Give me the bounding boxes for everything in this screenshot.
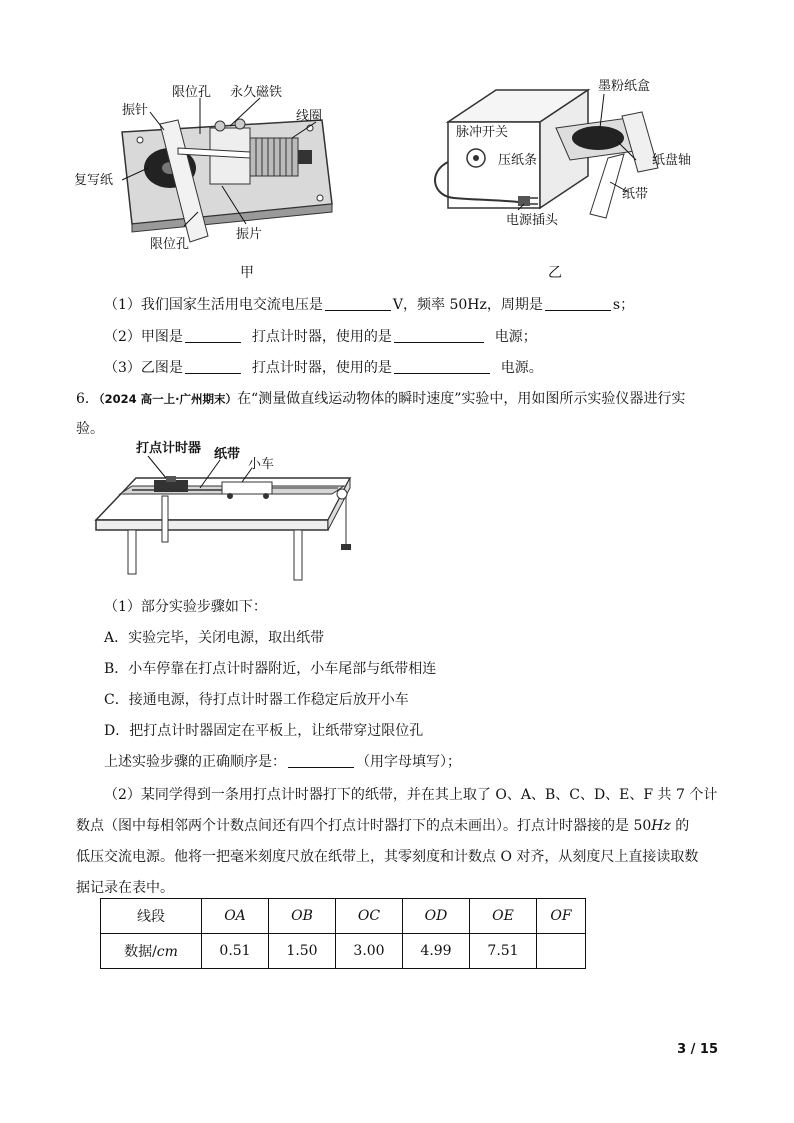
table-cell: 0.51 xyxy=(202,934,269,969)
label-xianquan: 线圈 xyxy=(296,109,323,124)
page-number: 3 / 15 xyxy=(677,1042,718,1057)
q6-source: （2024 高一上·广州期末） xyxy=(98,392,238,406)
q5-part2: （2）甲图是 打点计时器，使用的是 电源； xyxy=(104,329,537,345)
label-zhenzhen: 振针 xyxy=(122,103,149,118)
q6-step-b: B．小车停靠在打点计时器附近，小车尾部与纸带相连 xyxy=(104,661,437,677)
figure-yi-caption: 乙 xyxy=(548,265,562,281)
ink-disk xyxy=(572,126,624,150)
table-cell: 4.99 xyxy=(403,934,470,969)
table-cell: 3.00 xyxy=(336,934,403,969)
measurement-table xyxy=(100,898,586,969)
table-header-cell: OD xyxy=(403,899,470,934)
figure-q6-apparatus xyxy=(92,436,362,584)
q6-step-a: A．实验完毕，关闭电源，取出纸带 xyxy=(104,630,325,646)
label-zhenpian: 振片 xyxy=(236,227,263,242)
label-dadian-jishiqi: 打点计时器 xyxy=(136,441,202,456)
answer-blank-order[interactable] xyxy=(288,753,354,768)
q5-part3: （3）乙图是 打点计时器，使用的是 电源。 xyxy=(104,360,543,376)
label-xianweikong-top: 限位孔 xyxy=(172,85,212,100)
q6-number: 6． xyxy=(76,391,99,407)
table-header-cell: OC xyxy=(336,899,403,934)
label-fuxiezhi: 复写纸 xyxy=(74,173,114,188)
q6-step-c: C．接通电源，待打点计时器工作稳定后放开小车 xyxy=(104,692,409,708)
label-yongjiu-citie: 永久磁铁 xyxy=(230,85,283,100)
label-yazhitiao: 压纸条 xyxy=(498,153,538,168)
answer-blank-jia-type[interactable] xyxy=(185,328,241,343)
table-header-cell: 线段 xyxy=(101,899,202,934)
q6-part2-line2: 数点（图中每相邻两个计数点间还有四个打点计时器打下的点未画出）。打点计时器接的是 50Hz 的 xyxy=(76,818,690,834)
answer-blank-voltage[interactable] xyxy=(325,296,391,311)
cart xyxy=(222,482,272,494)
table-cell: 7.51 xyxy=(470,934,537,969)
q6-step-d: D．把打点计时器固定在平板上，让纸带穿过限位孔 xyxy=(104,723,424,739)
label-maichong-kaiguan: 脉冲开关 xyxy=(456,125,509,140)
label-zhidai-q6: 纸带 xyxy=(214,447,241,462)
q6-part1-title: （1）部分实验步骤如下： xyxy=(104,599,267,615)
figure-yi xyxy=(428,72,718,232)
answer-blank-period[interactable] xyxy=(545,296,611,311)
label-dianyuan-chatou: 电源插头 xyxy=(506,213,559,228)
table-header-cell: OB xyxy=(269,899,336,934)
table-header-cell: OA xyxy=(202,899,269,934)
label-zhipanzhou: 纸盘轴 xyxy=(652,153,692,168)
q6-stem: 6．（2024 高一上·广州期末）在“测量做直线运动物体的瞬时速度”实验中，用如图所示实验仪器进行实 xyxy=(76,391,686,407)
figure-jia-caption: 甲 xyxy=(240,265,254,281)
q6-order-question: 上述实验步骤的正确顺序是： （用字母填写）； xyxy=(104,754,461,770)
label-mofen-zhihe: 墨粉纸盒 xyxy=(598,79,651,94)
answer-blank-jia-power[interactable] xyxy=(394,328,484,343)
table-row xyxy=(101,934,586,969)
answer-blank-yi-power[interactable] xyxy=(394,359,490,374)
table-header-cell: OF xyxy=(537,899,586,934)
table-cell-empty[interactable] xyxy=(537,934,586,969)
figure-jia xyxy=(60,76,360,254)
table-row-label: 数据/cm xyxy=(101,934,202,969)
table-cell: 1.50 xyxy=(269,934,336,969)
table-header-cell: OE xyxy=(470,899,537,934)
paper-tape xyxy=(590,154,624,218)
label-xiaoche: 小车 xyxy=(248,457,275,472)
q6-part2-line4: 据记录在表中。 xyxy=(76,880,174,896)
answer-blank-yi-type[interactable] xyxy=(185,359,241,374)
label-xianweikong-bottom: 限位孔 xyxy=(150,237,190,252)
q6-part2-line3: 低压交流电源。他将一把毫米刻度尺放在纸带上，其零刻度和计数点 O 对齐，从刻度尺上直接读取数 xyxy=(76,849,699,865)
q5-part1: （1）我们国家生活用电交流电压是 V，频率 50Hz，周期是 s； xyxy=(104,297,635,313)
label-zhidai: 纸带 xyxy=(622,187,649,202)
q6-stem-line2: 验。 xyxy=(76,421,104,437)
table-header-row xyxy=(101,899,586,934)
q6-part2-line1: （2）某同学得到一条用打点计时器打下的纸带，并在其上取了 O、A、B、C、D、E、F 共 7 个计 xyxy=(104,787,718,803)
